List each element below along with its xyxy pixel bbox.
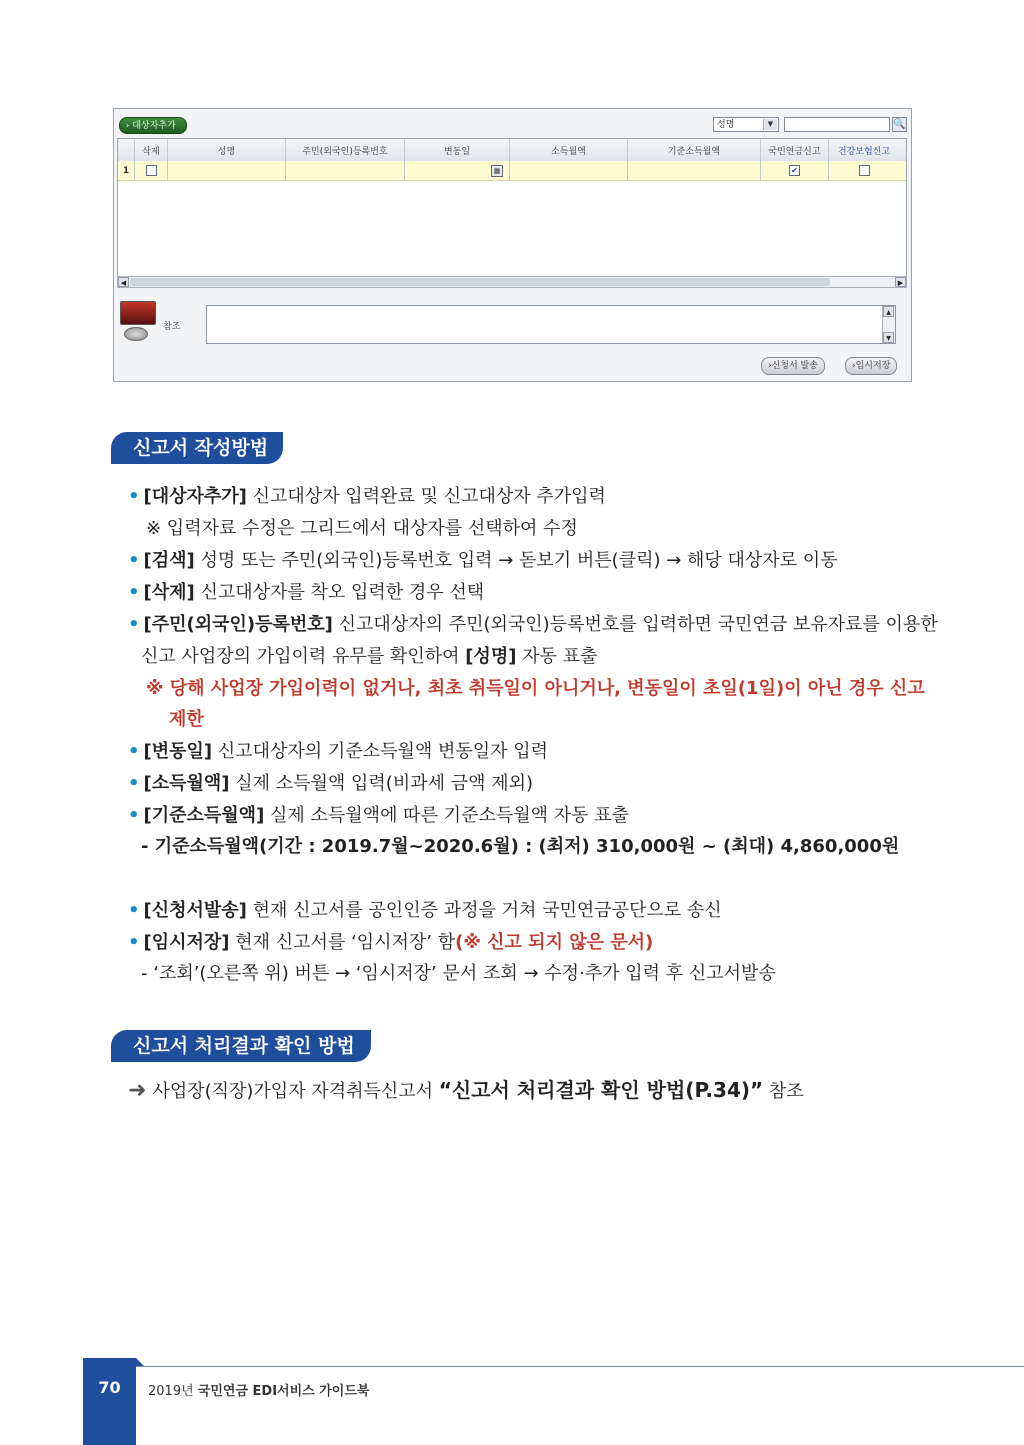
page-number: 70	[98, 1378, 121, 1397]
header-health-report: 건강보험신고	[837, 146, 891, 157]
scroll-down-icon[interactable]: ▼	[883, 332, 894, 343]
note-label: 참조	[163, 322, 181, 332]
standard-income-cell	[628, 161, 761, 180]
name-cell[interactable]	[168, 161, 286, 180]
section-title-writing: 신고서 작성방법	[111, 432, 283, 464]
vertical-scrollbar[interactable]	[882, 306, 895, 343]
header-income: 소득월액	[510, 139, 628, 161]
search-input[interactable]	[784, 117, 890, 132]
search-type-select[interactable]	[713, 117, 779, 132]
footer-rule	[136, 1366, 1024, 1367]
header-pension-report: 국민연금신고	[761, 139, 829, 161]
header-standard-income: 기준소득월액	[628, 139, 761, 161]
item-send: • [신청서발송] 현재 신고서를 공인인증 과정을 거쳐 국민연금공단으로 송신	[128, 900, 722, 921]
footer-title: 2019년 국민연금 EDI서비스 가이드북	[148, 1384, 370, 1399]
grid-header	[118, 139, 906, 162]
scroll-up-icon[interactable]: ▲	[883, 306, 894, 317]
monitor-icon	[120, 301, 154, 341]
add-target-label: 대상자추가	[132, 121, 176, 131]
item-add-target: • [대상자추가] 신고대상자 입력완료 및 신고대상자 추가입력	[128, 486, 606, 507]
row-delete-cell	[135, 161, 168, 180]
screenshot-panel	[113, 108, 912, 382]
grid-toolbar	[116, 112, 909, 136]
pension-cell	[761, 161, 829, 180]
temp-save-label: 임시저장	[855, 361, 891, 371]
page-number-box	[83, 1358, 136, 1445]
income-range: - 기준소득월액(기간 : 2019.7월~2020.6월) : (최저) 310,000원 ~ (최대) 4,860,000원	[141, 836, 900, 857]
scroll-right-icon[interactable]: ▶	[895, 277, 906, 287]
change-date-cell[interactable]	[405, 161, 510, 180]
search-type-value: 성명	[717, 120, 735, 130]
item-standard-income: • [기준소득월액] 실제 소득월액에 따른 기준소득월액 자동 표출	[128, 805, 629, 826]
horizontal-scrollbar[interactable]	[117, 276, 907, 288]
income-cell[interactable]	[510, 161, 628, 180]
chevron-down-icon: ▼	[763, 119, 777, 130]
calendar-icon[interactable]: ▦	[491, 165, 503, 177]
health-checkbox[interactable]	[859, 165, 870, 176]
item-income: • [소득월액] 실제 소득월액 입력(비과세 금액 제외)	[128, 773, 534, 794]
temp-save-howto: - ‘조회’(오른쪽 위) 버튼 → ‘임시저장’ 문서 조회 → 수정·추가 입력 후 신고서발송	[141, 963, 776, 984]
header-rownum	[118, 139, 135, 161]
delete-checkbox[interactable]	[146, 165, 157, 176]
item-change-date: • [변동일] 신고대상자의 기준소득월액 변동일자 입력	[128, 741, 549, 762]
data-grid	[117, 138, 907, 277]
arrow-right-icon: ➜	[128, 1078, 147, 1103]
chevron-right-icon: ›	[126, 121, 130, 130]
item-reg-number-cont: 신고 사업장의 가입이력 유무를 확인하여 [성명] 자동 표출	[141, 646, 598, 667]
scroll-thumb[interactable]	[130, 278, 830, 286]
temp-save-button[interactable]	[845, 357, 897, 375]
chevron-right-icon: ›	[852, 361, 856, 371]
send-application-button[interactable]	[761, 357, 825, 375]
add-target-button[interactable]	[119, 117, 187, 134]
note-area	[117, 297, 904, 347]
result-reference: ➜ 사업장(직장)가입자 자격취득신고서 “신고서 처리결과 확인 방법(P.34)” 참조	[128, 1078, 804, 1103]
scroll-left-icon[interactable]: ◀	[118, 277, 129, 287]
item-reg-number: • [주민(외국인)등록번호] 신고대상자의 주민(외국인)등록번호를 입력하면 국민연금 보유자료를 이용한	[128, 614, 938, 635]
chevron-right-icon: ›	[768, 361, 772, 371]
health-cell	[829, 161, 899, 180]
note-textarea[interactable]	[206, 305, 896, 344]
header-change-date: 변동일	[405, 139, 510, 161]
row-number: 1	[118, 161, 135, 180]
item-search: • [검색] 성명 또는 주민(외국인)등록번호 입력 → 돋보기 버튼(클릭) → 해당 대상자로 이동	[128, 550, 838, 571]
item-delete: • [삭제] 신고대상자를 착오 입력한 경우 선택	[128, 582, 485, 603]
header-reg-number: 주민(외국인)등록번호	[286, 139, 405, 161]
header-name: 성명	[168, 139, 286, 161]
item-temp-save: • [임시저장] 현재 신고서를 ‘임시저장’ 함(※ 신고 되지 않은 문서)	[128, 932, 654, 953]
section-title-result: 신고서 처리결과 확인 방법	[111, 1030, 371, 1062]
reg-number-cell[interactable]	[286, 161, 405, 180]
note-edit: ※ 입력자료 수정은 그리드에서 대상자를 선택하여 수정	[146, 518, 578, 539]
send-application-label: 신청서 발송	[771, 361, 818, 371]
magnifier-icon[interactable]: 🔍	[893, 119, 906, 130]
table-row	[118, 161, 906, 181]
warning-restriction-cont: 제한	[169, 709, 204, 730]
pension-checkbox[interactable]: ✔	[789, 165, 800, 176]
warning-restriction: ※ 당해 사업장 가입이력이 없거나, 최초 취득일이 아니거나, 변동일이 초일(1일)이 아닌 경우 신고	[146, 678, 925, 699]
header-delete: 삭제	[135, 139, 168, 161]
